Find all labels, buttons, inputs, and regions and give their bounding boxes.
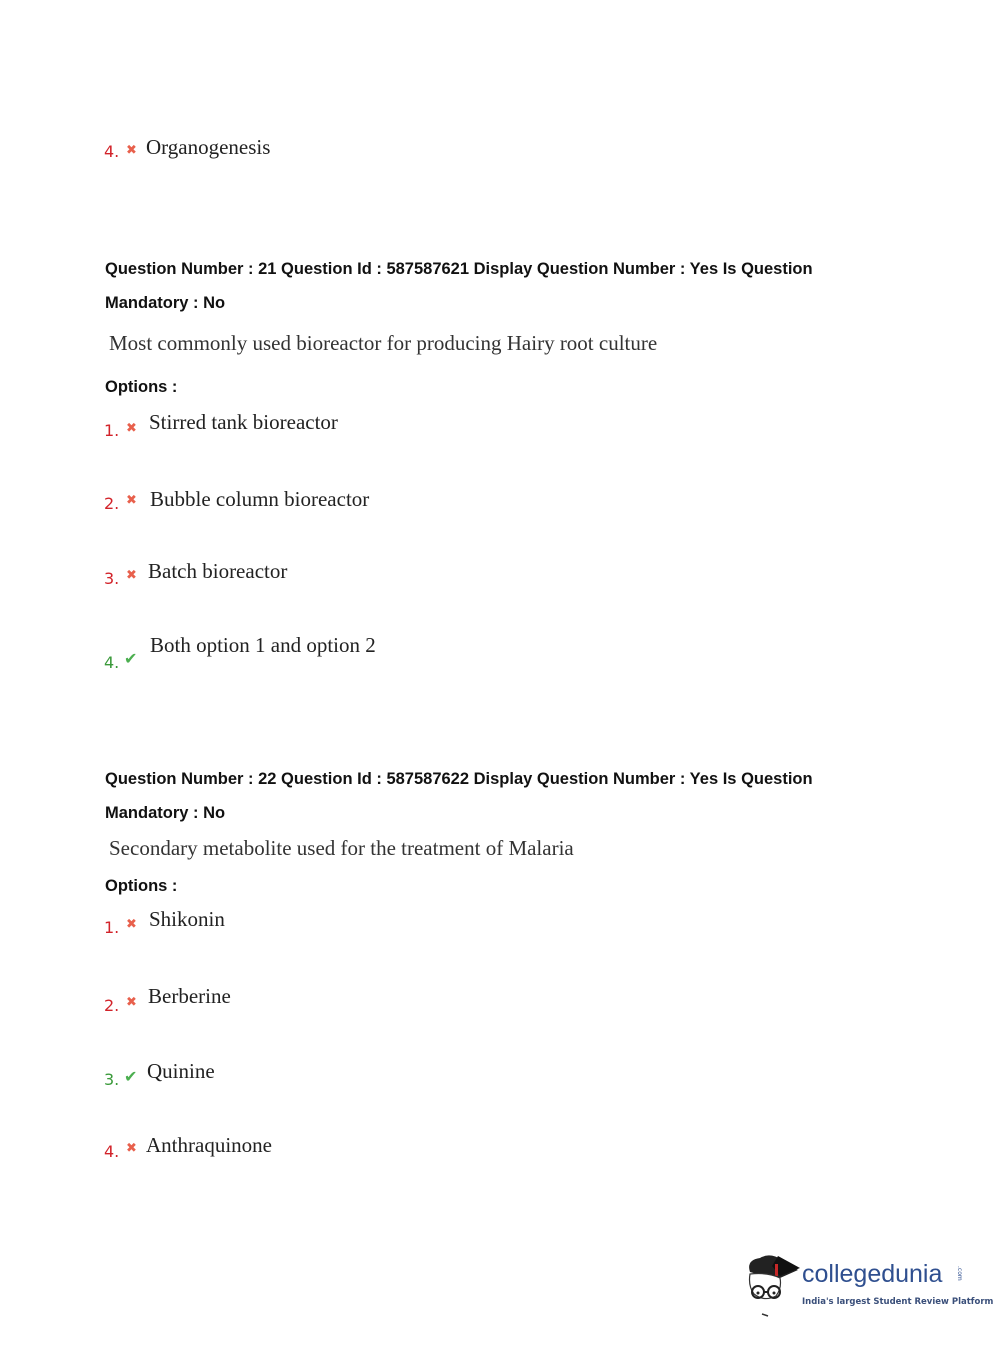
option-text: Batch bioreactor bbox=[148, 559, 288, 583]
option-text: Bubble column bioreactor bbox=[150, 487, 370, 511]
option-number: 1. bbox=[104, 918, 120, 937]
question-header-mandatory: Mandatory : No bbox=[105, 294, 226, 312]
cross-icon: ✖ bbox=[126, 143, 137, 158]
cross-icon: ✖ bbox=[126, 421, 137, 436]
cross-icon: ✖ bbox=[126, 995, 137, 1010]
question-text: Most commonly used bioreactor for producing Hairy root culture bbox=[109, 331, 658, 355]
option-number: 3. bbox=[104, 569, 120, 588]
mascot-icon bbox=[742, 1250, 802, 1320]
cross-icon: ✖ bbox=[126, 1141, 137, 1156]
option-text: Both option 1 and option 2 bbox=[150, 633, 376, 657]
cross-icon: ✖ bbox=[126, 568, 137, 583]
question-header-mandatory: Mandatory : No bbox=[105, 804, 226, 822]
cross-icon: ✖ bbox=[126, 493, 137, 508]
option-number: 1. bbox=[104, 421, 120, 440]
question-text: Secondary metabolite used for the treatment of Malaria bbox=[109, 836, 574, 860]
collegedunia-logo bbox=[742, 1250, 994, 1320]
options-label: Options : bbox=[105, 877, 178, 895]
logo-wordmark: collegedunia bbox=[802, 1260, 943, 1288]
option-text: Shikonin bbox=[149, 907, 225, 931]
cross-icon: ✖ bbox=[126, 917, 137, 932]
option-number: 2. bbox=[104, 996, 120, 1015]
option-number: 3. bbox=[104, 1070, 120, 1089]
option-number: 4. bbox=[104, 1142, 120, 1161]
check-icon: ✔ bbox=[124, 1067, 138, 1086]
logo-suffix: .com bbox=[956, 1266, 963, 1281]
option-number: 4. bbox=[104, 653, 120, 672]
option-text: Quinine bbox=[147, 1059, 215, 1083]
question-header: Question Number : 22 Question Id : 587587622 Display Question Number : Yes Is Question bbox=[105, 770, 813, 788]
option-text: Organogenesis bbox=[146, 135, 271, 159]
option-text: Berberine bbox=[148, 984, 231, 1008]
check-icon: ✔ bbox=[124, 649, 138, 668]
option-text: Anthraquinone bbox=[146, 1133, 272, 1157]
option-text: Stirred tank bioreactor bbox=[149, 410, 338, 434]
options-label: Options : bbox=[105, 378, 178, 396]
question-header: Question Number : 21 Question Id : 587587621 Display Question Number : Yes Is Question bbox=[105, 260, 813, 278]
logo-tagline: India's largest Student Review Platform bbox=[802, 1297, 994, 1307]
option-number: 4. bbox=[104, 142, 120, 161]
option-number: 2. bbox=[104, 494, 120, 513]
